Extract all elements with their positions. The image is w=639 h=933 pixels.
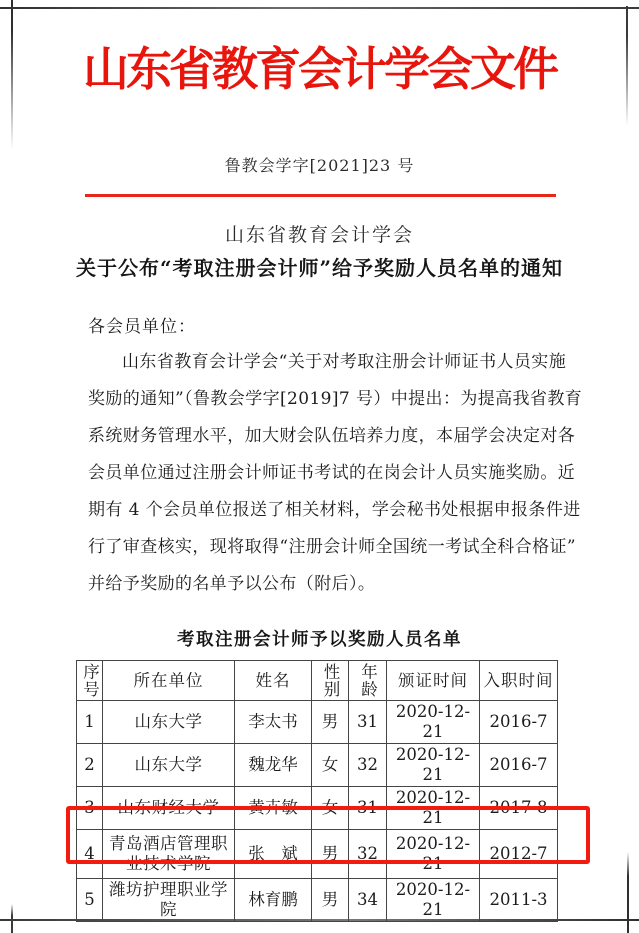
cell-unit: 山东大学 — [103, 744, 235, 787]
cell-name: 魏龙华 — [235, 744, 312, 787]
body-paragraph — [88, 344, 583, 603]
table-header-row — [77, 661, 558, 701]
body-line: 系统财务管理水平，加大财会队伍培养力度，本届学会决定对各 — [88, 426, 576, 446]
scan-frame-bottom-left-tick — [11, 904, 13, 933]
cell-index: 5 — [77, 879, 103, 922]
body-line: 期有 4 个会员单位报送了相关材料，学会秘书处根据申报条件进 — [88, 500, 581, 520]
cell-name: 林育鹏 — [235, 879, 312, 922]
cell-hire-date: 2016-7 — [480, 701, 558, 744]
cell-sex: 男 — [312, 701, 349, 744]
cell-name: 李太书 — [235, 701, 312, 744]
scan-frame-top-line — [0, 7, 639, 9]
header-cell-age: 年龄 — [349, 661, 387, 701]
cell-hire-date: 2016-7 — [480, 744, 558, 787]
body-line: 奖励的通知”（鲁教会学字[2019]7 号）中提出：为提高我省教育 — [88, 389, 583, 409]
salutation: 各会员单位： — [88, 317, 196, 337]
table-row — [77, 787, 558, 830]
cell-index: 3 — [77, 787, 103, 830]
cell-cert-date: 2020-12-21 — [387, 830, 480, 879]
cell-hire-date: 2017-8 — [480, 787, 558, 830]
notice-title: 关于公布“考取注册会计师”给予奖励人员名单的通知 — [75, 256, 563, 280]
cell-hire-date: 2011-3 — [480, 879, 558, 922]
cell-cert-date: 2020-12-21 — [387, 787, 480, 830]
table-row — [77, 879, 558, 922]
header-cell-sex: 性别 — [312, 661, 349, 701]
cell-name: 黄卉敏 — [235, 787, 312, 830]
body-line: 会员单位通过注册会计师证书考试的在岗会计人员实施奖励。近 — [88, 463, 576, 483]
cell-age: 32 — [349, 830, 387, 879]
cell-age: 31 — [349, 701, 387, 744]
award-table-zone — [76, 660, 557, 922]
cell-cert-date: 2020-12-21 — [387, 744, 480, 787]
cell-index: 2 — [77, 744, 103, 787]
cell-unit: 山东大学 — [103, 701, 235, 744]
cell-cert-date: 2020-12-21 — [387, 879, 480, 922]
header-cell-name: 姓名 — [235, 661, 312, 701]
header-cell-index: 序号 — [77, 661, 103, 701]
table-row — [77, 701, 558, 744]
masthead-title: 山东省教育会计学会文件 — [83, 42, 556, 96]
red-divider-rule — [85, 194, 556, 197]
cell-age: 31 — [349, 787, 387, 830]
cell-sex: 女 — [312, 744, 349, 787]
cell-unit: 潍坊护理职业学院 — [103, 879, 235, 922]
table-row-highlighted — [77, 830, 558, 879]
header-cell-cert-date: 颁证时间 — [387, 661, 480, 701]
body-line: 山东省教育会计学会“关于对考取注册会计师证书人员实施 — [122, 352, 567, 372]
cell-sex: 男 — [312, 830, 349, 879]
body-line: 行了审查核实，现将取得“注册会计师全国统一考试全科合格证” — [88, 537, 576, 557]
document-number: 鲁教会学字[2021]23 号 — [224, 156, 415, 175]
cell-age: 32 — [349, 744, 387, 787]
table-title: 考取注册会计师予以奖励人员名单 — [177, 630, 462, 650]
header-cell-unit: 所在单位 — [103, 661, 235, 701]
table-row — [77, 744, 558, 787]
cell-cert-date: 2020-12-21 — [387, 701, 480, 744]
cell-name: 张 斌 — [235, 830, 312, 879]
cell-sex: 男 — [312, 879, 349, 922]
cell-index: 4 — [77, 830, 103, 879]
organization-title: 山东省教育会计学会 — [224, 224, 414, 246]
cell-hire-date: 2012-7 — [480, 830, 558, 879]
header-cell-hire-date: 入职时间 — [480, 661, 558, 701]
body-line: 并给予奖励的名单予以公布（附后）。 — [88, 574, 376, 594]
scan-frame-bottom-right-line — [627, 852, 629, 933]
award-table — [76, 660, 558, 922]
cell-unit: 山东财经大学 — [103, 787, 235, 830]
cell-index: 1 — [77, 701, 103, 744]
cell-sex: 女 — [312, 787, 349, 830]
cell-unit: 青岛酒店管理职业技术学院 — [103, 830, 235, 879]
cell-age: 34 — [349, 879, 387, 922]
